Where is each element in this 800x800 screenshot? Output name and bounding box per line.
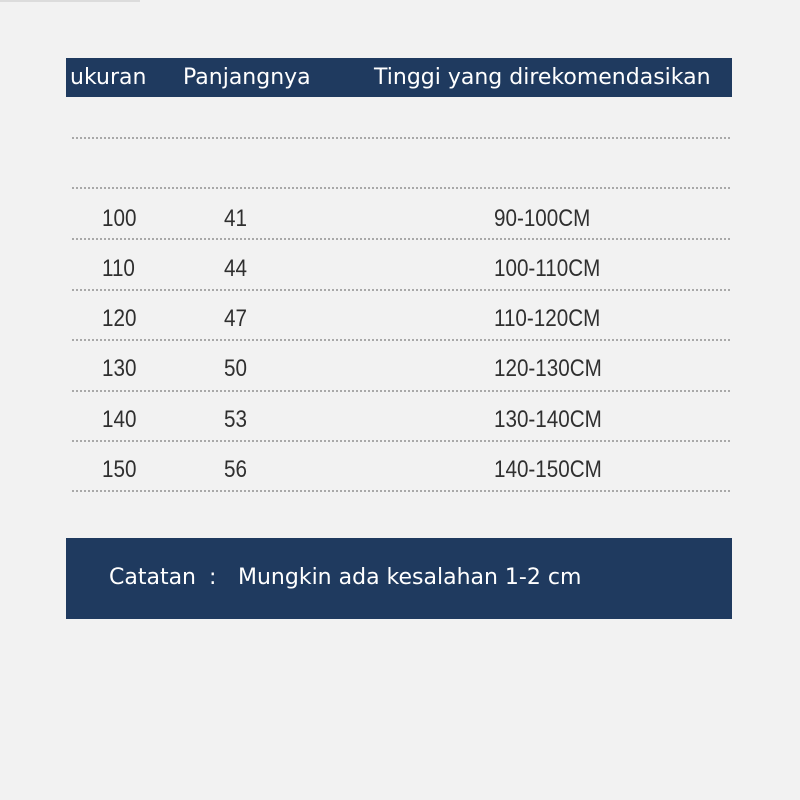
row-divider [72, 440, 730, 442]
length-cell: 50 [224, 355, 247, 382]
note-banner [66, 538, 732, 619]
table-row [0, 254, 800, 284]
header-recommended-height: Tinggi yang direkomendasikan [374, 65, 711, 90]
row-divider [72, 390, 730, 392]
row-divider [72, 289, 730, 291]
length-cell: 47 [224, 305, 247, 332]
row-divider [72, 187, 730, 189]
table-row [0, 354, 800, 384]
height-cell: 120-130CM [494, 355, 602, 382]
size-cell: 130 [102, 355, 137, 382]
size-cell: 110 [102, 255, 135, 282]
size-table-header [66, 58, 732, 97]
header-length: Panjangnya [183, 65, 311, 90]
length-cell: 41 [224, 205, 247, 232]
length-cell: 44 [224, 255, 247, 282]
size-cell: 120 [102, 305, 137, 332]
height-cell: 110-120CM [494, 305, 601, 332]
header-size: ukuran [70, 65, 147, 90]
top-edge-line [0, 0, 140, 2]
row-divider [72, 339, 730, 341]
size-cell: 150 [102, 456, 137, 483]
row-divider [72, 490, 730, 492]
row-divider [72, 238, 730, 240]
note-label: Catatan [109, 565, 197, 590]
size-cell: 140 [102, 406, 137, 433]
height-cell: 130-140CM [494, 406, 602, 433]
length-cell: 56 [224, 456, 247, 483]
table-row [0, 405, 800, 435]
note-text: Mungkin ada kesalahan 1-2 cm [238, 565, 582, 590]
table-row [0, 455, 800, 485]
height-cell: 100-110CM [494, 255, 601, 282]
length-cell: 53 [224, 406, 247, 433]
row-divider [72, 137, 730, 139]
table-row [0, 304, 800, 334]
note-separator: : [209, 565, 217, 590]
table-row [0, 204, 800, 234]
size-cell: 100 [102, 205, 137, 232]
height-cell: 90-100CM [494, 205, 591, 232]
height-cell: 140-150CM [494, 456, 602, 483]
